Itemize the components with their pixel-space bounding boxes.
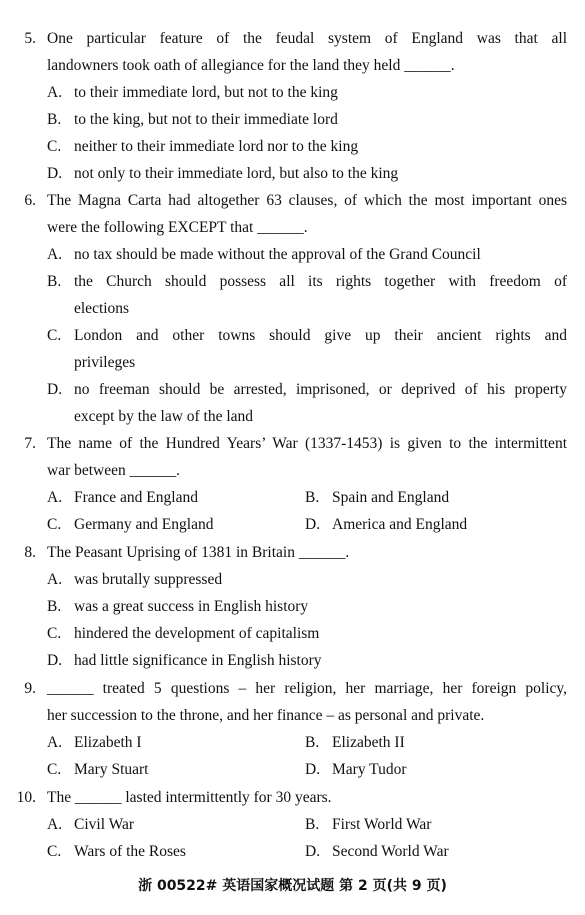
option-letter: C.: [47, 327, 62, 344]
option-text: the Church should possess all its rights together with freedom of: [74, 273, 567, 290]
option-a: [47, 570, 222, 589]
option-b: [47, 597, 308, 616]
question-text: The name of the Hundred Years’ War (1337-1453) is given to the intermittent: [47, 435, 567, 452]
option-c: [47, 137, 358, 156]
option-c: [47, 842, 186, 861]
option-letter: B.: [47, 273, 62, 290]
option-letter: C.: [47, 625, 62, 642]
question-text: The Magna Carta had altogether 63 clauses, of which the most important ones: [47, 192, 567, 209]
question-text: The Peasant Uprising of 1381 in Britain ______.: [47, 544, 350, 561]
option-text: hindered the development of capitalism: [74, 625, 320, 642]
question-number: 9.: [24, 680, 36, 697]
option-a: [47, 488, 198, 507]
option-letter: D.: [305, 761, 321, 778]
option-letter: B.: [47, 111, 62, 128]
page-footer: 浙 00522# 英语国家概况试题 第 2 页(共 9 页): [138, 878, 447, 894]
option-b: [47, 272, 567, 291]
option-text: London and other towns should give up their ancient rights and: [74, 327, 567, 344]
option-text: Mary Tudor: [332, 761, 407, 778]
option-letter: D.: [47, 165, 63, 182]
question-text: One particular feature of the feudal system of England was that all: [47, 30, 567, 47]
option-d: [305, 842, 449, 861]
option-text: Elizabeth I: [74, 734, 142, 751]
option-c: [47, 624, 319, 643]
question-text: The ______ lasted intermittently for 30 years.: [47, 789, 332, 806]
question-number: 10.: [16, 789, 36, 806]
option-a: [47, 733, 142, 752]
option-letter: A.: [47, 571, 63, 588]
option-continuation: privileges: [74, 354, 136, 371]
option-continuation: except by the law of the land: [74, 408, 254, 425]
option-text: Elizabeth II: [332, 734, 405, 751]
option-letter: D.: [305, 516, 321, 533]
option-letter: A.: [47, 734, 63, 751]
option-text: had little significance in English history: [74, 652, 322, 669]
option-d: [47, 380, 567, 399]
question-text: landowners took oath of allegiance for the land they held ______.: [47, 57, 455, 74]
option-text: was brutally suppressed: [74, 571, 223, 588]
option-letter: B.: [305, 734, 320, 751]
option-text: was a great success in English history: [74, 598, 309, 615]
option-letter: C.: [47, 843, 62, 860]
option-b: [305, 488, 449, 507]
option-text: no tax should be made without the approval of the Grand Council: [74, 246, 481, 263]
option-text: America and England: [332, 516, 468, 533]
option-d: [47, 164, 398, 183]
option-continuation: elections: [74, 300, 130, 317]
option-b: [47, 110, 338, 129]
option-text: neither to their immediate lord nor to the king: [74, 138, 359, 155]
question-number: 5.: [24, 30, 36, 47]
option-a: [47, 815, 134, 834]
option-b: [305, 815, 431, 834]
option-text: no freeman should be arrested, imprisoned, or deprived of his property: [74, 381, 567, 398]
option-letter: B.: [305, 489, 320, 506]
question-text: her succession to the throne, and her finance – as personal and private.: [47, 707, 485, 724]
option-c: [47, 760, 148, 779]
option-text: Wars of the Roses: [74, 843, 186, 860]
option-text: France and England: [74, 489, 198, 506]
option-letter: D.: [47, 381, 63, 398]
option-letter: A.: [47, 816, 63, 833]
option-letter: A.: [47, 489, 63, 506]
option-text: to their immediate lord, but not to the king: [74, 84, 338, 101]
option-letter: D.: [305, 843, 321, 860]
option-letter: C.: [47, 138, 62, 155]
option-text: Second World War: [332, 843, 449, 860]
option-letter: B.: [47, 598, 62, 615]
option-text: Spain and England: [332, 489, 450, 506]
question-text: war between ______.: [47, 462, 180, 479]
option-letter: C.: [47, 516, 62, 533]
question-number: 7.: [24, 435, 36, 452]
option-b: [305, 733, 405, 752]
option-text: to the king, but not to their immediate lord: [74, 111, 338, 128]
option-letter: A.: [47, 246, 63, 263]
question-text: were the following EXCEPT that ______.: [47, 219, 308, 236]
option-d: [47, 651, 322, 670]
option-d: [305, 515, 467, 534]
option-letter: D.: [47, 652, 63, 669]
option-a: [47, 83, 338, 102]
question-number: 8.: [24, 544, 36, 561]
option-text: Mary Stuart: [74, 761, 149, 778]
option-text: Civil War: [74, 816, 135, 833]
option-a: [47, 245, 481, 264]
option-letter: A.: [47, 84, 63, 101]
option-d: [305, 760, 407, 779]
option-letter: B.: [305, 816, 320, 833]
option-text: Germany and England: [74, 516, 214, 533]
option-text: not only to their immediate lord, but also to the king: [74, 165, 399, 182]
question-number: 6.: [24, 192, 36, 209]
option-letter: C.: [47, 761, 62, 778]
option-c: [47, 326, 567, 345]
option-c: [47, 515, 213, 534]
question-text: ______ treated 5 questions – her religion, her marriage, her foreign policy,: [47, 680, 567, 697]
option-text: First World War: [332, 816, 432, 833]
